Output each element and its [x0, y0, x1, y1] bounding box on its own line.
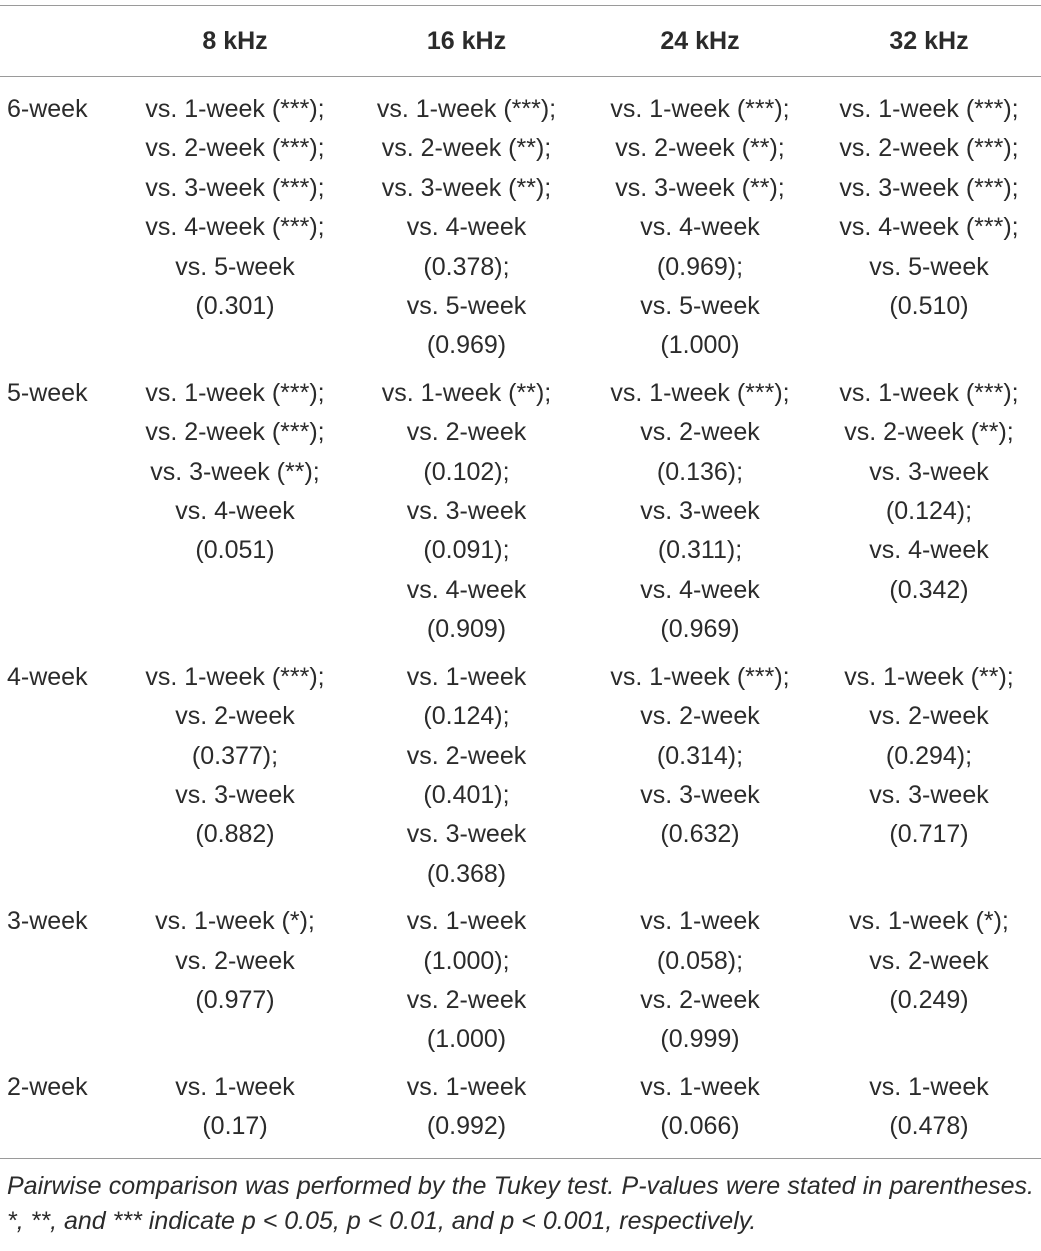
table-footnote: Pairwise comparison was performed by the Tukey test. P-values were stated in parentheses. *, **, and *** indicate p < 0.05, p < 0.01, and p < 0.001, respectively. [7, 1171, 1034, 1235]
cell-line: vs. 3-week [640, 497, 760, 526]
table-cell [583, 374, 817, 658]
row-label: 5-week [7, 378, 88, 407]
cell-line: vs. 1-week (***); [610, 378, 790, 407]
cell-line: vs. 1-week [406, 662, 527, 691]
cell-line: vs. 2-week (**); [844, 418, 1014, 447]
cell-line: vs. 4-week [406, 575, 527, 604]
table-cell [817, 374, 1041, 658]
cell-line: (0.378); [423, 252, 510, 281]
cell-line: vs. 3-week [406, 820, 527, 849]
cell-line: vs. 1-week [406, 907, 527, 936]
cell-line: (0.311); [657, 536, 743, 565]
header-row [0, 6, 1041, 77]
cell-line: (0.401); [423, 780, 510, 809]
cell-line: vs. 1-week (***); [376, 95, 557, 123]
table-cell [583, 77, 817, 374]
table-cell [350, 374, 583, 658]
cell-line: (0.17) [202, 1112, 268, 1141]
header-cell-8khz: 8 kHz [202, 26, 268, 55]
cell-line: (0.377); [191, 741, 279, 770]
cell-line: (0.342) [889, 575, 969, 604]
cell-line: (0.136); [656, 457, 744, 486]
table-row [0, 902, 1041, 1068]
cell-line: vs. 2-week [640, 418, 760, 447]
cell-line: vs. 3-week (***); [839, 173, 1019, 202]
cell-line: vs. 1-week (**); [844, 662, 1014, 691]
cell-line: vs. 3-week [175, 780, 295, 809]
cell-line: (0.992) [426, 1112, 507, 1141]
cell-line: (0.368) [426, 859, 507, 888]
cell-line: vs. 2-week (***); [145, 418, 325, 447]
cell-line: vs. 4-week [869, 536, 989, 565]
cell-line: vs. 5-week [406, 292, 527, 321]
cell-line: vs. 2-week [406, 741, 527, 770]
cell-line: (0.999) [660, 1025, 740, 1054]
table-cell [350, 902, 583, 1068]
cell-line: vs. 2-week [640, 702, 760, 731]
cell-line: vs. 1-week [175, 1072, 295, 1101]
cell-line: vs. 3-week [406, 497, 527, 526]
table-cell [583, 658, 817, 902]
cell-line: vs. 4-week (***); [839, 213, 1019, 242]
cell-line: (0.102); [423, 457, 510, 486]
table-row [0, 77, 1041, 374]
cell-line: (0.977) [195, 985, 275, 1014]
cell-line: vs. 2-week [869, 702, 989, 731]
cell-line: vs. 3-week (**); [150, 457, 320, 486]
cell-line: vs. 2-week (***); [145, 134, 325, 163]
table-cell [817, 1068, 1041, 1158]
cell-line: vs. 3-week [869, 457, 989, 486]
comparison-table-container [0, 5, 1041, 1239]
table-header [0, 6, 1041, 77]
table-cell [817, 77, 1041, 374]
cell-line: vs. 1-week (*); [155, 907, 315, 936]
cell-line: (0.717) [889, 820, 969, 849]
cell-line: vs. 1-week (***); [839, 95, 1019, 123]
cell-line: (1.000) [426, 1025, 507, 1054]
cell-line: vs. 1-week (***); [610, 95, 790, 123]
table-cell [583, 1068, 817, 1158]
cell-line: vs. 1-week (***); [145, 95, 325, 123]
cell-line: (0.478) [889, 1112, 969, 1141]
cell-line: (0.124); [885, 497, 973, 526]
cell-line: vs. 5-week [640, 292, 760, 321]
cell-line: vs. 2-week (***); [839, 134, 1019, 163]
table-cell [120, 77, 350, 374]
table-cell [120, 374, 350, 658]
header-cell-24khz: 24 kHz [660, 26, 740, 55]
cell-line: vs. 2-week [175, 946, 295, 975]
cell-line: (0.124); [423, 702, 510, 731]
cell-line: vs. 1-week [640, 907, 760, 936]
cell-line: (0.969); [656, 252, 744, 281]
cell-line: vs. 1-week (***); [145, 662, 325, 691]
row-label: 6-week [7, 95, 88, 123]
cell-line: vs. 1-week (**); [381, 378, 552, 407]
pairwise-comparison-table [0, 6, 1041, 1158]
table-cell [120, 1068, 350, 1158]
cell-line: vs. 4-week [406, 213, 527, 242]
table-row [0, 1068, 1041, 1158]
cell-line: vs. 1-week [869, 1072, 989, 1101]
table-row [0, 658, 1041, 902]
row-label: 4-week [7, 662, 88, 691]
cell-line: (0.249) [889, 985, 969, 1014]
cell-line: vs. 2-week [406, 985, 527, 1014]
cell-line: vs. 1-week [406, 1072, 527, 1101]
table-cell [817, 902, 1041, 1068]
cell-line: vs. 3-week (**); [615, 173, 785, 202]
cell-line: vs. 2-week [175, 702, 295, 731]
cell-line: vs. 5-week [869, 252, 989, 281]
cell-line: (0.051) [195, 536, 275, 565]
cell-line: (0.510) [889, 292, 969, 321]
cell-line: (0.301) [195, 292, 275, 321]
cell-line: (1.000); [423, 946, 510, 975]
cell-line: (0.969) [660, 615, 740, 644]
table-cell [350, 77, 583, 374]
cell-line: (0.632) [660, 820, 740, 849]
cell-line: vs. 1-week (***); [145, 378, 325, 407]
cell-line: vs. 4-week [640, 213, 760, 242]
header-cell-32khz: 32 kHz [889, 26, 969, 55]
cell-line: (0.066) [660, 1112, 740, 1141]
cell-line: (0.091); [423, 536, 510, 565]
header-cell-16khz: 16 kHz [426, 26, 507, 55]
row-label: 3-week [7, 907, 88, 936]
table-body [0, 77, 1041, 1158]
cell-line: vs. 2-week [869, 946, 989, 975]
row-label: 2-week [7, 1072, 88, 1101]
cell-line: vs. 3-week (**); [381, 173, 552, 202]
cell-line: (0.909) [426, 615, 507, 644]
cell-line: vs. 2-week (**); [615, 134, 785, 163]
table-cell [583, 902, 817, 1068]
cell-line: (0.058); [656, 946, 744, 975]
table-cell [817, 658, 1041, 902]
cell-line: vs. 4-week [175, 497, 295, 526]
cell-line: vs. 1-week (***); [610, 662, 790, 691]
table-cell [350, 1068, 583, 1158]
cell-line: (1.000) [660, 331, 740, 360]
cell-line: (0.314); [656, 741, 744, 770]
cell-line: vs. 2-week [406, 418, 527, 447]
cell-line: vs. 3-week [869, 780, 989, 809]
cell-line: vs. 4-week [640, 575, 760, 604]
table-row [0, 374, 1041, 658]
table-cell [120, 902, 350, 1068]
cell-line: vs. 3-week [640, 780, 760, 809]
cell-line: vs. 4-week (***); [145, 213, 325, 242]
cell-line: vs. 2-week (**); [381, 134, 552, 163]
cell-line: vs. 1-week (*); [849, 907, 1009, 936]
cell-line: vs. 1-week (***); [839, 378, 1019, 407]
cell-line: vs. 1-week [640, 1072, 760, 1101]
table-cell [350, 658, 583, 902]
cell-line: (0.969) [426, 331, 507, 360]
cell-line: vs. 3-week (***); [145, 173, 325, 202]
table-cell [120, 658, 350, 902]
header-cell-empty [0, 6, 120, 77]
cell-line: vs. 2-week [640, 985, 760, 1014]
cell-line: (0.294); [885, 741, 973, 770]
cell-line: (0.882) [195, 820, 275, 849]
cell-line: vs. 5-week [175, 252, 295, 281]
